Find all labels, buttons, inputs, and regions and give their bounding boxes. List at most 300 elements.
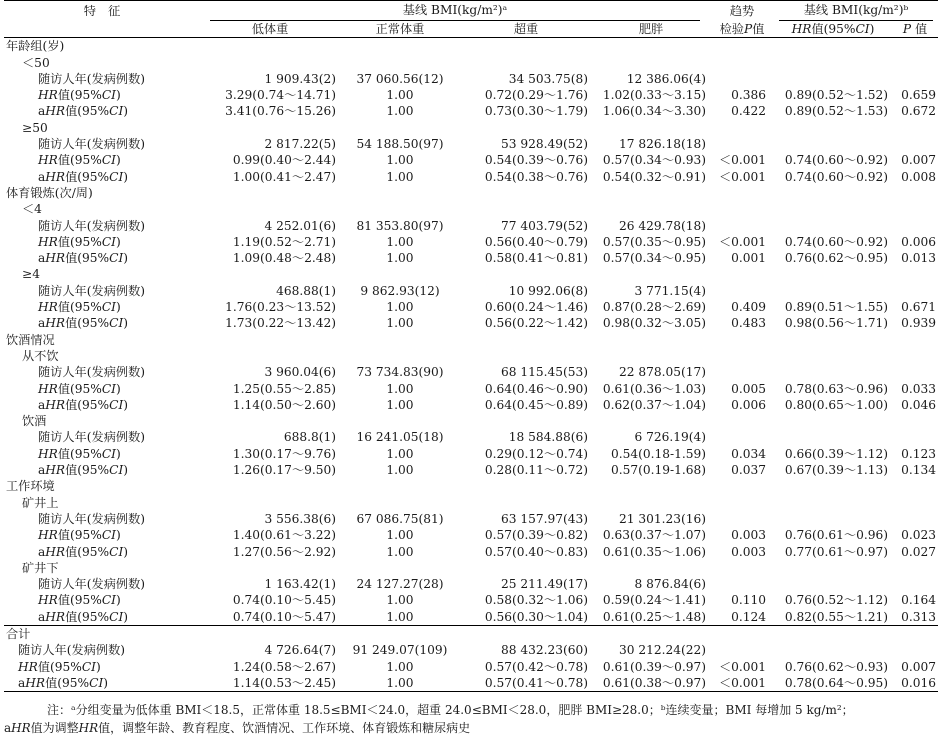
cell-value: 0.77(0.61～0.97) — [784, 544, 889, 559]
cell-value: 10 992.06(8) — [508, 283, 588, 298]
cell-value: 67 086.75(81) — [356, 511, 444, 526]
cell-value: 3 960.04(6) — [264, 365, 336, 380]
empty-cell — [892, 625, 938, 642]
cell-value: ＜0.001 — [710, 675, 774, 692]
cell-value: 0.57(0.40～0.83) — [484, 544, 588, 559]
cell-value: 26 429.78(18) — [618, 218, 707, 233]
cell-value: 34 503.75(8) — [508, 71, 588, 86]
empty-cell — [340, 266, 460, 282]
header-bmi-cont — [774, 1, 938, 22]
empty-cell — [460, 201, 592, 217]
cell-value: 1.73(0.22～13.42) — [225, 316, 336, 331]
header-normal: 正常体重 — [340, 21, 460, 38]
cell-value: 1.00 — [386, 104, 414, 119]
empty-cell — [710, 495, 774, 511]
cell-value: 0.54(0.32～0.91) — [602, 169, 707, 184]
empty-cell — [200, 120, 340, 136]
empty-cell — [774, 332, 892, 348]
cell-value: 0.76(0.52～1.12) — [784, 593, 889, 608]
empty-cell — [592, 266, 710, 282]
cell-value: 0.007 — [901, 659, 937, 674]
cell-value — [774, 136, 892, 152]
table-row — [4, 283, 938, 299]
cell-value: 1.19(0.52～2.71) — [232, 234, 336, 249]
row-label: 随访人年(发病例数) — [38, 577, 146, 592]
cell-value: 1.00 — [386, 446, 414, 461]
cell-value: 21 301.23(16) — [618, 511, 707, 526]
table-row — [4, 152, 938, 168]
cell-value: 0.483 — [731, 316, 767, 331]
table-row — [4, 103, 938, 119]
empty-cell — [592, 478, 710, 494]
row-label: ＜50 — [22, 55, 50, 70]
cell-value — [774, 283, 892, 299]
empty-cell — [340, 478, 460, 494]
empty-cell — [460, 185, 592, 201]
cell-value: 1.00 — [386, 251, 414, 266]
empty-cell — [892, 478, 938, 494]
table-row — [4, 642, 938, 658]
cell-value: 1.00 — [386, 169, 414, 184]
table-row — [4, 659, 938, 675]
cell-value: 0.54(0.39～0.76) — [484, 153, 588, 168]
cell-value: 0.659 — [901, 88, 937, 103]
cell-value: ＜0.001 — [718, 169, 767, 184]
empty-cell — [340, 201, 460, 217]
cell-value: 54 188.50(97) — [356, 137, 444, 152]
empty-cell — [460, 413, 592, 429]
table-row — [4, 495, 938, 511]
cell-value: 0.58(0.32～1.06) — [484, 593, 588, 608]
note-line-1: 注：ᵃ分组变量为低体重 BMI＜18.5，正常体重 18.5≤BMI＜24.0，超重 24.0≤BMI＜28.0，肥胖 BMI≥28.0；ᵇ连续变量；BMI 每增加 5 kg/m²； — [47, 703, 854, 717]
row-label: 随访人年(发病例数) — [38, 511, 146, 526]
cell-value: 0.98(0.56～1.71) — [784, 316, 889, 331]
empty-cell — [592, 332, 710, 348]
table-row — [4, 413, 938, 429]
cell-value: 0.58(0.41～0.81) — [484, 251, 588, 266]
empty-cell — [340, 120, 460, 136]
cell-value: 1.00 — [386, 300, 414, 315]
empty-cell — [460, 55, 592, 71]
empty-cell — [710, 38, 774, 55]
cell-value: 0.54(0.38～0.76) — [484, 169, 588, 184]
cell-value — [710, 283, 774, 299]
table-row — [4, 55, 938, 71]
cell-value: 12 386.06(4) — [626, 71, 707, 86]
empty-cell — [340, 495, 460, 511]
empty-cell — [592, 201, 710, 217]
row-label: aHR值(95%CI) — [38, 397, 129, 412]
cell-value: 0.74(0.10～5.45) — [232, 593, 336, 608]
cell-value: 0.98(0.32～3.05) — [602, 316, 707, 331]
table-row — [4, 511, 938, 527]
cell-value: 88 432.23(60) — [500, 643, 588, 658]
cell-value: 1.00 — [340, 675, 460, 692]
empty-cell — [460, 266, 592, 282]
cell-value: 1.09(0.48～2.48) — [232, 251, 336, 266]
cell-value: 688.8(1) — [283, 430, 336, 445]
empty-cell — [592, 560, 710, 576]
header-feature: 特 征 — [4, 1, 200, 22]
cell-value: 1.24(0.58～2.67) — [232, 659, 336, 674]
cell-value — [710, 136, 774, 152]
cell-value: 0.57(0.34～0.95) — [602, 251, 707, 266]
row-label: 随访人年(发病例数) — [38, 71, 146, 86]
cell-value: 0.57(0.35～0.95) — [602, 234, 707, 249]
cell-value: 0.001 — [731, 251, 767, 266]
header-underweight: 低体重 — [200, 21, 340, 38]
table-row — [4, 527, 938, 543]
header-row-1 — [4, 1, 938, 22]
cell-value: 68 115.45(53) — [500, 365, 588, 380]
cell-value: 0.57(0.19-1.68) — [610, 463, 707, 478]
table-row — [4, 429, 938, 445]
cell-value: 0.013 — [901, 251, 937, 266]
row-label: 随访人年(发病例数) — [38, 365, 146, 380]
table-row — [4, 478, 938, 494]
cell-value: 0.67(0.39～1.13) — [784, 463, 889, 478]
cell-value: 4 726.64(7) — [264, 643, 336, 658]
cell-value — [710, 218, 774, 234]
cell-value: 1.00 — [386, 609, 414, 624]
cell-value: 37 060.56(12) — [356, 71, 444, 86]
cell-value — [710, 642, 774, 658]
cell-value: 2 817.22(5) — [264, 137, 336, 152]
cell-value: 0.60(0.24～1.46) — [484, 300, 588, 315]
row-label: ＜4 — [22, 202, 42, 217]
table-row — [4, 136, 938, 152]
empty-cell — [892, 266, 938, 282]
cell-value: 1.00 — [386, 544, 414, 559]
empty-cell — [710, 413, 774, 429]
table-row — [4, 250, 938, 266]
cell-value: 0.313 — [901, 609, 937, 624]
cell-value: 0.409 — [731, 300, 767, 315]
cell-value: 24 127.27(28) — [356, 577, 444, 592]
empty-cell — [200, 560, 340, 576]
empty-cell — [592, 625, 710, 642]
cell-value: 53 928.49(52) — [500, 137, 588, 152]
cell-value: 1.00 — [386, 593, 414, 608]
cell-value: 1.00 — [386, 234, 414, 249]
header-p-value: P 值 — [892, 21, 938, 38]
cell-value — [892, 283, 938, 299]
empty-cell — [200, 185, 340, 201]
cell-value — [892, 511, 938, 527]
cell-value: 0.89(0.52～1.52) — [784, 88, 889, 103]
empty-cell — [460, 478, 592, 494]
empty-cell — [592, 38, 710, 55]
empty-cell — [774, 120, 892, 136]
table-row — [4, 576, 938, 592]
row-label: 饮酒情况 — [6, 332, 55, 347]
table-row — [4, 462, 938, 478]
empty-cell — [710, 266, 774, 282]
row-label: 工作环境 — [6, 479, 55, 494]
row-label: 矿井下 — [22, 560, 59, 575]
cell-value: 0.64(0.45～0.89) — [484, 397, 588, 412]
cell-value: 1.25(0.55～2.85) — [232, 381, 336, 396]
header-bmi-group-text: 基线 BMI(kg/m²)ᵃ — [210, 1, 700, 21]
cell-value: 0.28(0.11～0.72) — [484, 463, 588, 478]
row-label: aHR值(95%CI) — [38, 544, 129, 559]
cell-value: ＜0.001 — [718, 659, 767, 674]
cell-value: 3.41(0.76～15.26) — [225, 104, 336, 119]
table-row — [4, 364, 938, 380]
cell-value: 0.63(0.37～1.07) — [602, 528, 707, 543]
cell-value: 8 876.84(6) — [634, 577, 707, 592]
empty-cell — [200, 332, 340, 348]
table-row — [4, 560, 938, 576]
cell-value: 81 353.80(97) — [356, 218, 444, 233]
empty-cell — [710, 201, 774, 217]
cell-value: 0.57(0.42～0.78) — [484, 659, 588, 674]
empty-cell — [200, 478, 340, 494]
row-label: HR值(95%CI) — [38, 234, 121, 249]
empty-cell — [340, 38, 460, 55]
cell-value: 0.006 — [731, 397, 767, 412]
cell-value: 0.003 — [731, 528, 767, 543]
cell-value: 0.939 — [901, 316, 937, 331]
cell-value: 0.59(0.24～1.41) — [602, 593, 707, 608]
row-label: aHR值(95%CI) — [4, 675, 200, 692]
cell-value: 468.88(1) — [276, 283, 336, 298]
cell-value: 1.00 — [386, 528, 414, 543]
cell-value: 1 163.42(1) — [264, 577, 336, 592]
empty-cell — [200, 413, 340, 429]
table-row — [4, 315, 938, 331]
cell-value: 0.74(0.60～0.92) — [784, 169, 889, 184]
cell-value: 0.672 — [901, 104, 937, 119]
cell-value: 77 403.79(52) — [500, 218, 588, 233]
empty-cell — [340, 348, 460, 364]
cell-value: 0.57(0.41～0.78) — [460, 675, 592, 692]
cell-value: 0.56(0.30～1.04) — [484, 609, 588, 624]
cell-value: 0.61(0.35～1.06) — [602, 544, 707, 559]
cell-value: 0.110 — [731, 593, 767, 608]
row-label: 随访人年(发病例数) — [18, 643, 126, 658]
table-row — [4, 185, 938, 201]
row-label: 随访人年(发病例数) — [38, 283, 146, 298]
row-label: ≥50 — [22, 120, 48, 135]
empty-cell — [892, 201, 938, 217]
row-label: aHR值(95%CI) — [38, 104, 129, 119]
empty-cell — [340, 55, 460, 71]
header-trend-2: 检验P值 — [710, 21, 774, 38]
cell-value: 9 862.93(12) — [360, 283, 440, 298]
row-label: aHR值(95%CI) — [38, 609, 129, 624]
cell-value: 0.76(0.62～0.93) — [784, 659, 889, 674]
empty-cell — [774, 201, 892, 217]
row-label: 从不饮 — [22, 348, 59, 363]
cell-value: 0.66(0.39～1.12) — [784, 446, 889, 461]
cell-value — [892, 576, 938, 592]
empty-cell — [710, 478, 774, 494]
empty-cell — [340, 560, 460, 576]
cell-value: 0.56(0.40～0.79) — [484, 234, 588, 249]
empty-cell — [340, 625, 460, 642]
cell-value: 1 909.43(2) — [264, 71, 336, 86]
cell-value: 0.134 — [901, 463, 937, 478]
empty-cell — [460, 332, 592, 348]
cell-value: 1.00 — [386, 381, 414, 396]
empty-cell — [892, 120, 938, 136]
table-body — [4, 38, 938, 692]
header-hr-ci: HR值(95%CI) — [774, 21, 892, 38]
cell-value — [774, 364, 892, 380]
table-row — [4, 169, 938, 185]
empty-cell — [460, 38, 592, 55]
cell-value: 1.00 — [386, 463, 414, 478]
cell-value: 22 878.05(17) — [618, 365, 707, 380]
empty-cell — [892, 185, 938, 201]
table-row — [4, 218, 938, 234]
cell-value: 1.26(0.17～9.50) — [232, 463, 336, 478]
cell-value: 0.74(0.60～0.92) — [784, 153, 889, 168]
cell-value: 1.30(0.17～9.76) — [232, 446, 336, 461]
empty-cell — [774, 413, 892, 429]
empty-cell — [892, 55, 938, 71]
empty-cell — [774, 478, 892, 494]
empty-cell — [592, 413, 710, 429]
cell-value: 0.80(0.65～1.00) — [784, 397, 889, 412]
cell-value: 0.671 — [901, 300, 937, 315]
row-label: aHR值(95%CI) — [38, 463, 129, 478]
table-row — [4, 381, 938, 397]
empty-cell — [460, 495, 592, 511]
cell-value: 0.74(0.10～5.47) — [232, 609, 336, 624]
empty-cell — [200, 38, 340, 55]
empty-cell — [460, 560, 592, 576]
table-row — [4, 446, 938, 462]
empty-cell — [892, 413, 938, 429]
empty-cell — [592, 348, 710, 364]
cell-value — [892, 364, 938, 380]
empty-cell — [710, 332, 774, 348]
cell-value: 0.57(0.39～0.82) — [484, 528, 588, 543]
cell-value: 0.61(0.39～0.97) — [602, 659, 707, 674]
empty-cell — [774, 348, 892, 364]
table-row — [4, 71, 938, 87]
cell-value: 3.29(0.74～14.71) — [225, 88, 336, 103]
table-row — [4, 348, 938, 364]
cell-value: 18 584.88(6) — [508, 430, 588, 445]
cell-value: ＜0.001 — [718, 234, 767, 249]
cell-value: 1.00(0.41～2.47) — [232, 169, 336, 184]
row-label: HR值(95%CI) — [38, 593, 121, 608]
empty-cell — [460, 348, 592, 364]
empty-cell — [200, 495, 340, 511]
empty-cell — [774, 38, 892, 55]
row-label: 随访人年(发病例数) — [38, 430, 146, 445]
bmi-hr-table — [4, 0, 938, 692]
cell-value: 0.61(0.38～0.97) — [592, 675, 710, 692]
cell-value — [892, 136, 938, 152]
cell-value — [710, 71, 774, 87]
empty-cell — [774, 495, 892, 511]
cell-value: 0.72(0.29～1.76) — [484, 88, 588, 103]
empty-cell — [774, 625, 892, 642]
cell-value: 0.123 — [901, 446, 937, 461]
row-label: 合计 — [4, 625, 200, 642]
row-label: HR值(95%CI) — [38, 88, 121, 103]
header-bmi-cont-text: 基线 BMI(kg/m²)ᵇ — [779, 1, 933, 21]
cell-value: 63 157.97(43) — [500, 511, 588, 526]
empty-cell — [340, 413, 460, 429]
cell-value — [774, 218, 892, 234]
empty-cell — [200, 266, 340, 282]
cell-value — [710, 364, 774, 380]
empty-cell — [592, 55, 710, 71]
cell-value: 1.14(0.50～2.60) — [232, 397, 336, 412]
cell-value — [774, 576, 892, 592]
row-label: 饮酒 — [22, 414, 47, 429]
table-row — [4, 675, 938, 692]
table-row — [4, 609, 938, 626]
note-line-2: aHR值为调整HR值，调整年龄、教育程度、饮酒情况、工作环境、体育锻炼和糖尿病史 — [4, 721, 471, 735]
table-notes — [4, 701, 938, 737]
cell-value: 0.54(0.18-1.59) — [610, 446, 707, 461]
cell-value: 25 211.49(17) — [500, 577, 588, 592]
row-label: HR值(95%CI) — [38, 381, 121, 396]
empty-cell — [340, 185, 460, 201]
empty-cell — [892, 348, 938, 364]
cell-value: 0.006 — [901, 234, 937, 249]
cell-value — [892, 218, 938, 234]
row-label: HR值(95%CI) — [18, 659, 101, 674]
cell-value: 1.14(0.53～2.45) — [200, 675, 340, 692]
cell-value: 0.76(0.62～0.95) — [784, 251, 889, 266]
cell-value: 0.003 — [731, 544, 767, 559]
row-label: HR值(95%CI) — [38, 153, 121, 168]
empty-cell — [710, 120, 774, 136]
empty-cell — [592, 495, 710, 511]
row-label: aHR值(95%CI) — [38, 316, 129, 331]
row-label: 随访人年(发病例数) — [38, 218, 146, 233]
row-label: HR值(95%CI) — [38, 300, 121, 315]
cell-value: 0.57(0.34～0.93) — [602, 153, 707, 168]
cell-value: 0.78(0.63～0.96) — [784, 381, 889, 396]
cell-value: 17 826.18(18) — [618, 137, 707, 152]
empty-cell — [592, 185, 710, 201]
table-row — [4, 544, 938, 560]
cell-value — [774, 429, 892, 445]
row-label: ≥4 — [22, 267, 40, 282]
cell-value: 0.61(0.36～1.03) — [602, 381, 707, 396]
empty-cell — [710, 55, 774, 71]
cell-value: 0.037 — [731, 463, 767, 478]
row-label: 体育锻炼(次/周) — [6, 185, 93, 200]
cell-value — [774, 511, 892, 527]
empty-cell — [200, 348, 340, 364]
row-label: 年龄组(岁) — [6, 39, 65, 54]
row-label: HR值(95%CI) — [38, 528, 121, 543]
cell-value: 0.034 — [731, 446, 767, 461]
cell-value — [710, 429, 774, 445]
cell-value — [710, 511, 774, 527]
table-row — [4, 299, 938, 315]
table-row — [4, 234, 938, 250]
cell-value: 0.64(0.46～0.90) — [484, 381, 588, 396]
cell-value: 1.00 — [386, 316, 414, 331]
cell-value — [774, 71, 892, 87]
table-row — [4, 120, 938, 136]
header-overweight: 超重 — [460, 21, 592, 38]
row-label: 矿井上 — [22, 495, 59, 510]
table-row — [4, 592, 938, 608]
cell-value: 1.02(0.33～3.15) — [602, 88, 707, 103]
cell-value: 0.56(0.22～1.42) — [484, 316, 588, 331]
